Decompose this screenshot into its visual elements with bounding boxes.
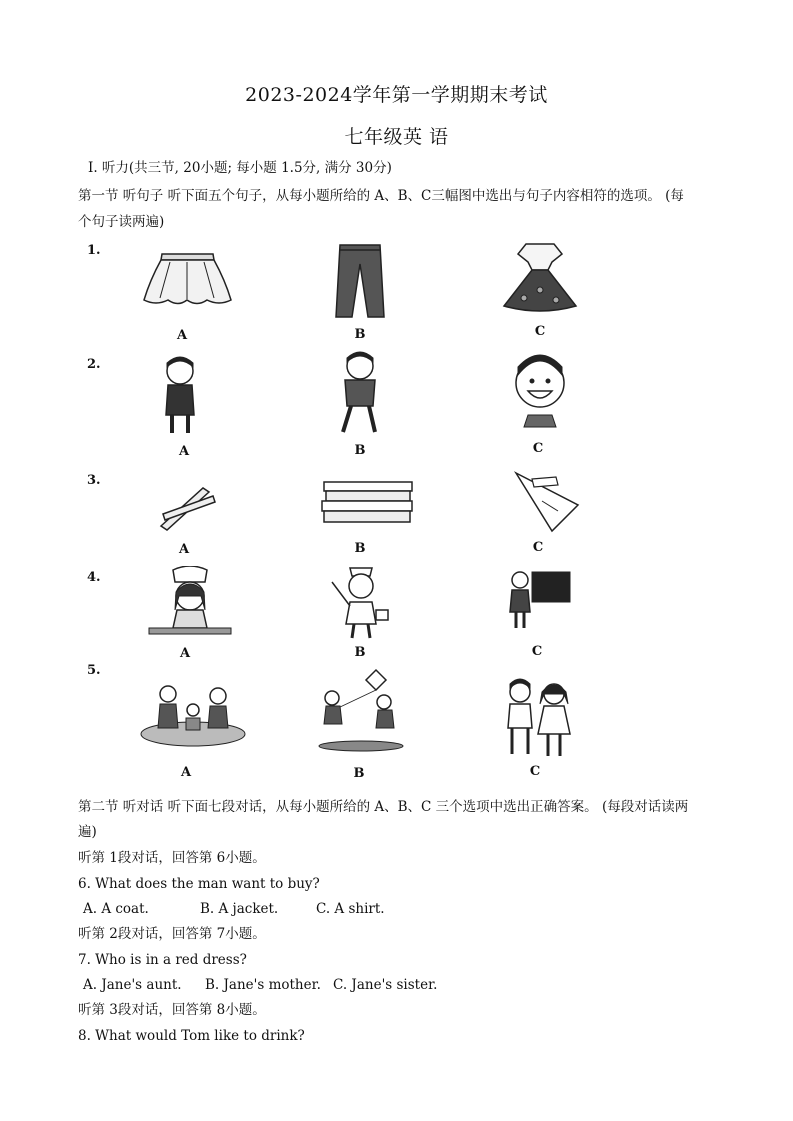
boy-tshirt-icon — [335, 350, 385, 438]
option-label: C — [529, 764, 541, 779]
cook-girl-icon — [145, 566, 235, 636]
books-icon — [320, 480, 418, 526]
trousers-icon — [330, 242, 390, 320]
kite-flying-icon — [316, 668, 406, 752]
dialog-intro: 听第 2段对话，回答第 7小题。 — [78, 926, 266, 942]
smiling-face-icon — [510, 353, 570, 428]
option-label: C — [531, 644, 543, 659]
option-label: B — [354, 645, 366, 660]
question-text: 7. Who is in a red dress? — [78, 952, 247, 968]
pencils-icon — [155, 478, 220, 533]
option-label: A — [180, 765, 192, 780]
answer-option: A. Jane's aunt. — [83, 977, 182, 993]
picnic-icon — [138, 682, 248, 748]
part1-heading: Ⅰ. 听力(共三节, 20小题; 每小题 1.5分, 满分 30分) — [88, 160, 392, 176]
option-label: A — [178, 444, 190, 459]
answer-option: C. A shirt. — [316, 901, 385, 917]
answer-option: A. A coat. — [83, 901, 149, 917]
teacher-icon — [502, 568, 572, 630]
answer-option: B. A jacket. — [200, 901, 279, 917]
question-number: 4. — [87, 570, 101, 585]
subject-title: 七年级英 语 — [344, 126, 449, 148]
option-label: A — [176, 328, 188, 343]
option-label: C — [532, 441, 544, 456]
question-number: 5. — [87, 663, 101, 678]
nurse-girl-icon — [328, 562, 392, 640]
ruler-triangle-icon — [512, 465, 582, 535]
option-label: C — [534, 324, 546, 339]
question-number: 1. — [87, 243, 101, 258]
option-label: C — [532, 540, 544, 555]
option-label: B — [354, 443, 366, 458]
exam-title: 2023-2024学年第一学期期末考试 — [245, 84, 548, 106]
question-text: 6. What does the man want to buy? — [78, 876, 320, 892]
question-number: 2. — [87, 357, 101, 372]
dialog-intro: 听第 3段对话，回答第 8小题。 — [78, 1002, 266, 1018]
option-label: B — [354, 541, 366, 556]
question-number: 3. — [87, 473, 101, 488]
question-text: 8. What would Tom like to drink? — [78, 1028, 305, 1044]
option-label: B — [353, 766, 365, 781]
section1-instruction-line1: 第一节 听句子 听下面五个句子，从每小题所给的 A、B、C三幅图中选出与句子内容相符的选项。 (每 — [78, 188, 684, 204]
option-label: A — [178, 542, 190, 557]
option-label: A — [179, 646, 191, 661]
section1-instruction-line2: 个句子读两遍) — [78, 214, 165, 230]
dialog-intro: 听第 1段对话，回答第 6小题。 — [78, 850, 266, 866]
children-dancing-icon — [498, 678, 578, 760]
section2-instruction-line2: 遍) — [78, 824, 97, 840]
answer-option: C. Jane's sister. — [333, 977, 438, 993]
section2-instruction-line1: 第二节 听对话 听下面七段对话，从每小题所给的 A、B、C 三个选项中选出正确答案。 (每段对话读两 — [78, 799, 689, 815]
boy-suit-icon — [158, 355, 203, 435]
skirt-icon — [140, 250, 235, 310]
dress-icon — [500, 240, 580, 315]
answer-option: B. Jane's mother. — [205, 977, 321, 993]
option-label: B — [354, 327, 366, 342]
